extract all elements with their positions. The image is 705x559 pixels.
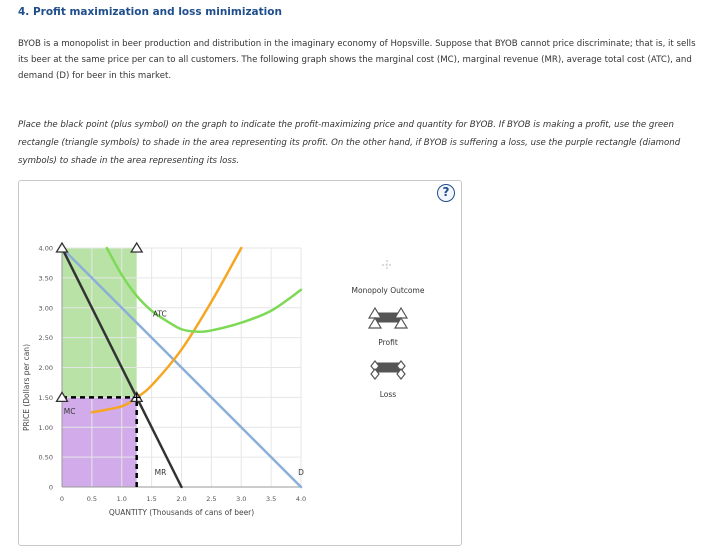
question-intro: BYOB is a monopolist in beer production and distribution in the imaginary economy of Hopsville. Suppose that BYOB cannot price discriminate; that is, it sells its beer at the same price per can to all customers. The following graph shows the marginal cost (MC), marginal revenue (MR), average total cost (ATC), and demand (D) for beer in this market. [18,39,696,81]
y-tick-label: 4.00 [38,244,53,253]
y-axis-label: PRICE (Dollars per can) [22,344,31,431]
series-label-atc: ATC [152,309,167,319]
y-tick-label: 2.00 [38,364,53,372]
y-tick-label: 0.50 [38,453,53,462]
legend-label-monopoly-outcome: Monopoly Outcome [351,286,425,295]
legend-label-profit: Profit [378,338,398,347]
y-tick-label: 1.00 [38,423,53,432]
x-tick-label: 1.0 [116,495,127,503]
series-label-mc: MC [63,407,76,417]
legend-loss[interactable] [371,361,405,399]
x-axis-label: QUANTITY (Thousands of cans of beer) [108,508,255,517]
y-tick-label: 0 [48,483,53,492]
x-tick-label: 4.0 [295,495,307,503]
plot-area[interactable] [22,243,306,517]
x-tick-label: 3.5 [265,495,277,503]
y-tick-label: 2.50 [38,334,53,343]
series-label-d: D [298,468,304,478]
legend-label-loss: Loss [379,390,397,399]
x-tick-label: 1.5 [146,495,157,503]
question-instructions: Place the black point (plus symbol) on the graph to indicate the profit-maximizing price and quantity for BYOB. If BYOB is making a profit, use the green rectangle (triangle symbols) to shade in the area representing its profit. On the other hand, if BYOB is suffering a loss, use the purple rectangle (diamond symbols) to shade in the area representing its loss. [18,120,681,166]
x-tick-label: 2.5 [206,495,217,503]
series-label-mr: MR [154,468,167,478]
x-tick-label: 0.5 [86,495,98,503]
legend-profit[interactable] [369,308,407,347]
green-rectangle-tool-icon[interactable] [369,308,407,328]
y-tick-label: 3.00 [38,304,53,313]
help-button[interactable]: ? [437,184,455,202]
legend-monopoly-outcome[interactable] [352,260,425,295]
x-tick-label: 0 [59,495,65,503]
question-title: 4. Profit maximization and loss minimization [18,6,282,18]
purple-rectangle-tool-icon[interactable] [371,361,405,379]
x-tick-label: 3.0 [236,495,247,503]
x-tick-label: 2.0 [176,495,187,503]
y-tick-label: 3.50 [38,274,53,283]
y-tick-label: 1.50 [38,393,53,402]
plus-icon[interactable] [382,260,392,270]
